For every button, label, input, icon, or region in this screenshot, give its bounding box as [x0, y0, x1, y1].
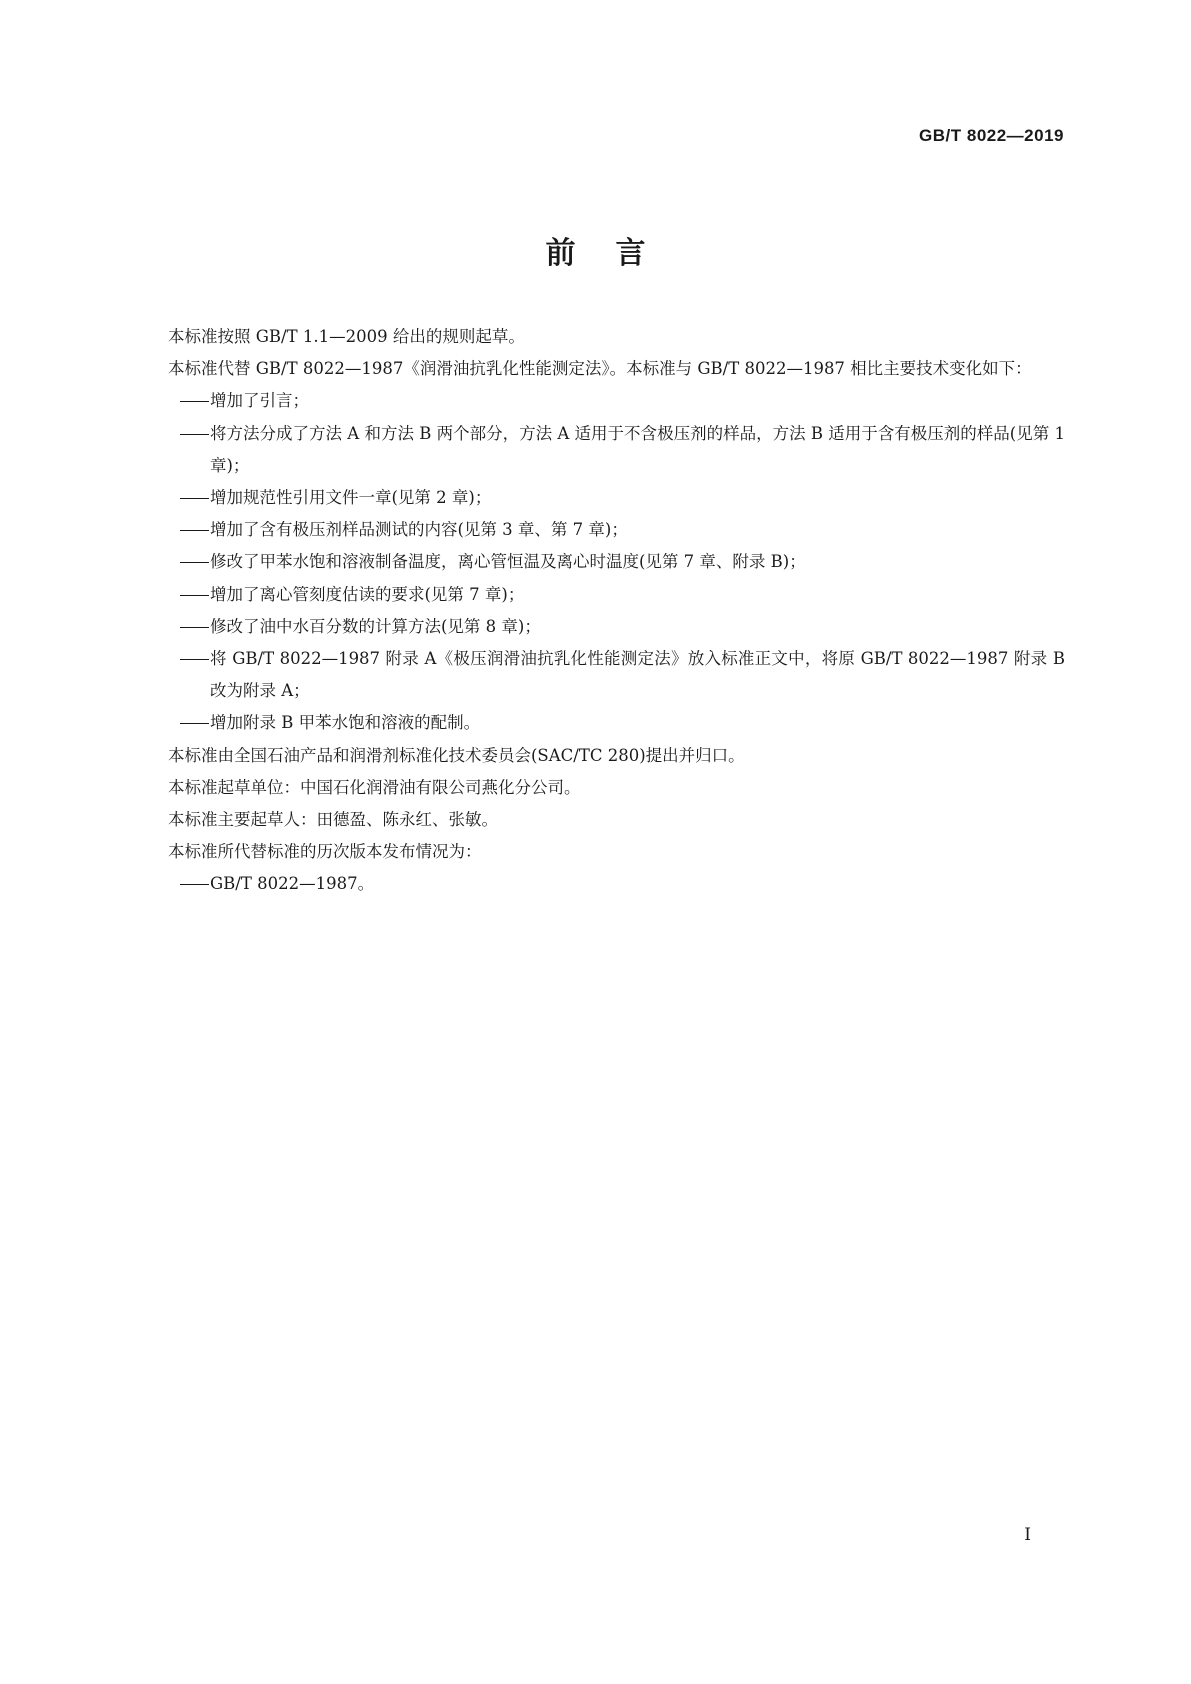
document-body	[135, 321, 1065, 901]
paragraph-drafting-unit: 本标准起草单位：中国石化润滑油有限公司燕化分公司。	[168, 777, 581, 797]
paragraph-rules: 本标准按照 GB/T 1.1—2009 给出的规则起草。	[168, 327, 525, 346]
list-item: 增加了离心管刻度估读的要求(见第 7 章)；	[210, 584, 525, 604]
list-item: 修改了甲苯水饱和溶液制备温度，离心管恒温及离心时温度(见第 7 章、附录 B)；	[210, 552, 806, 572]
list-item: 将 GB/T 8022—1987 附录 A《极压润滑油抗乳化性能测定法》放入标准正文中，将原 GB/T 8022—1987 附录 B 改为附录 A；	[210, 649, 1065, 701]
list-item: 增加规范性引用文件一章(见第 2 章)；	[210, 488, 492, 508]
paragraph-drafters: 本标准主要起草人：田德盈、陈永红、张敏。	[168, 810, 498, 830]
list-item: 增加附录 B 甲苯水饱和溶液的配制。	[210, 713, 481, 733]
paragraph-replaces: 本标准代替 GB/T 8022—1987《润滑油抗乳化性能测定法》。本标准与 GB/T 8022—1987 相比主要技术变化如下：	[168, 359, 1032, 379]
list-item: 增加了含有极压剂样品测试的内容(见第 3 章、第 7 章)；	[210, 520, 628, 540]
list-item: 修改了油中水百分数的计算方法(见第 8 章)；	[210, 616, 541, 636]
list-item: 将方法分成了方法 A 和方法 B 两个部分，方法 A 适用于不含极压剂的样品，方法 B 适用于含有极压剂的样品(见第 1 章)；	[210, 423, 1065, 475]
paragraph-proposer: 本标准由全国石油产品和润滑剂标准化技术委员会(SAC/TC 280)提出并归口。	[168, 745, 745, 765]
paragraph-history: 本标准所代替标准的历次版本发布情况为：	[168, 842, 482, 862]
page-number: I	[1024, 1525, 1031, 1545]
list-item: 增加了引言；	[210, 391, 309, 411]
history-item: GB/T 8022—1987。	[210, 874, 375, 894]
document-id: GB/T 8022—2019	[919, 126, 1064, 145]
changes-list	[135, 385, 1065, 739]
page-title: 前言	[545, 236, 686, 271]
